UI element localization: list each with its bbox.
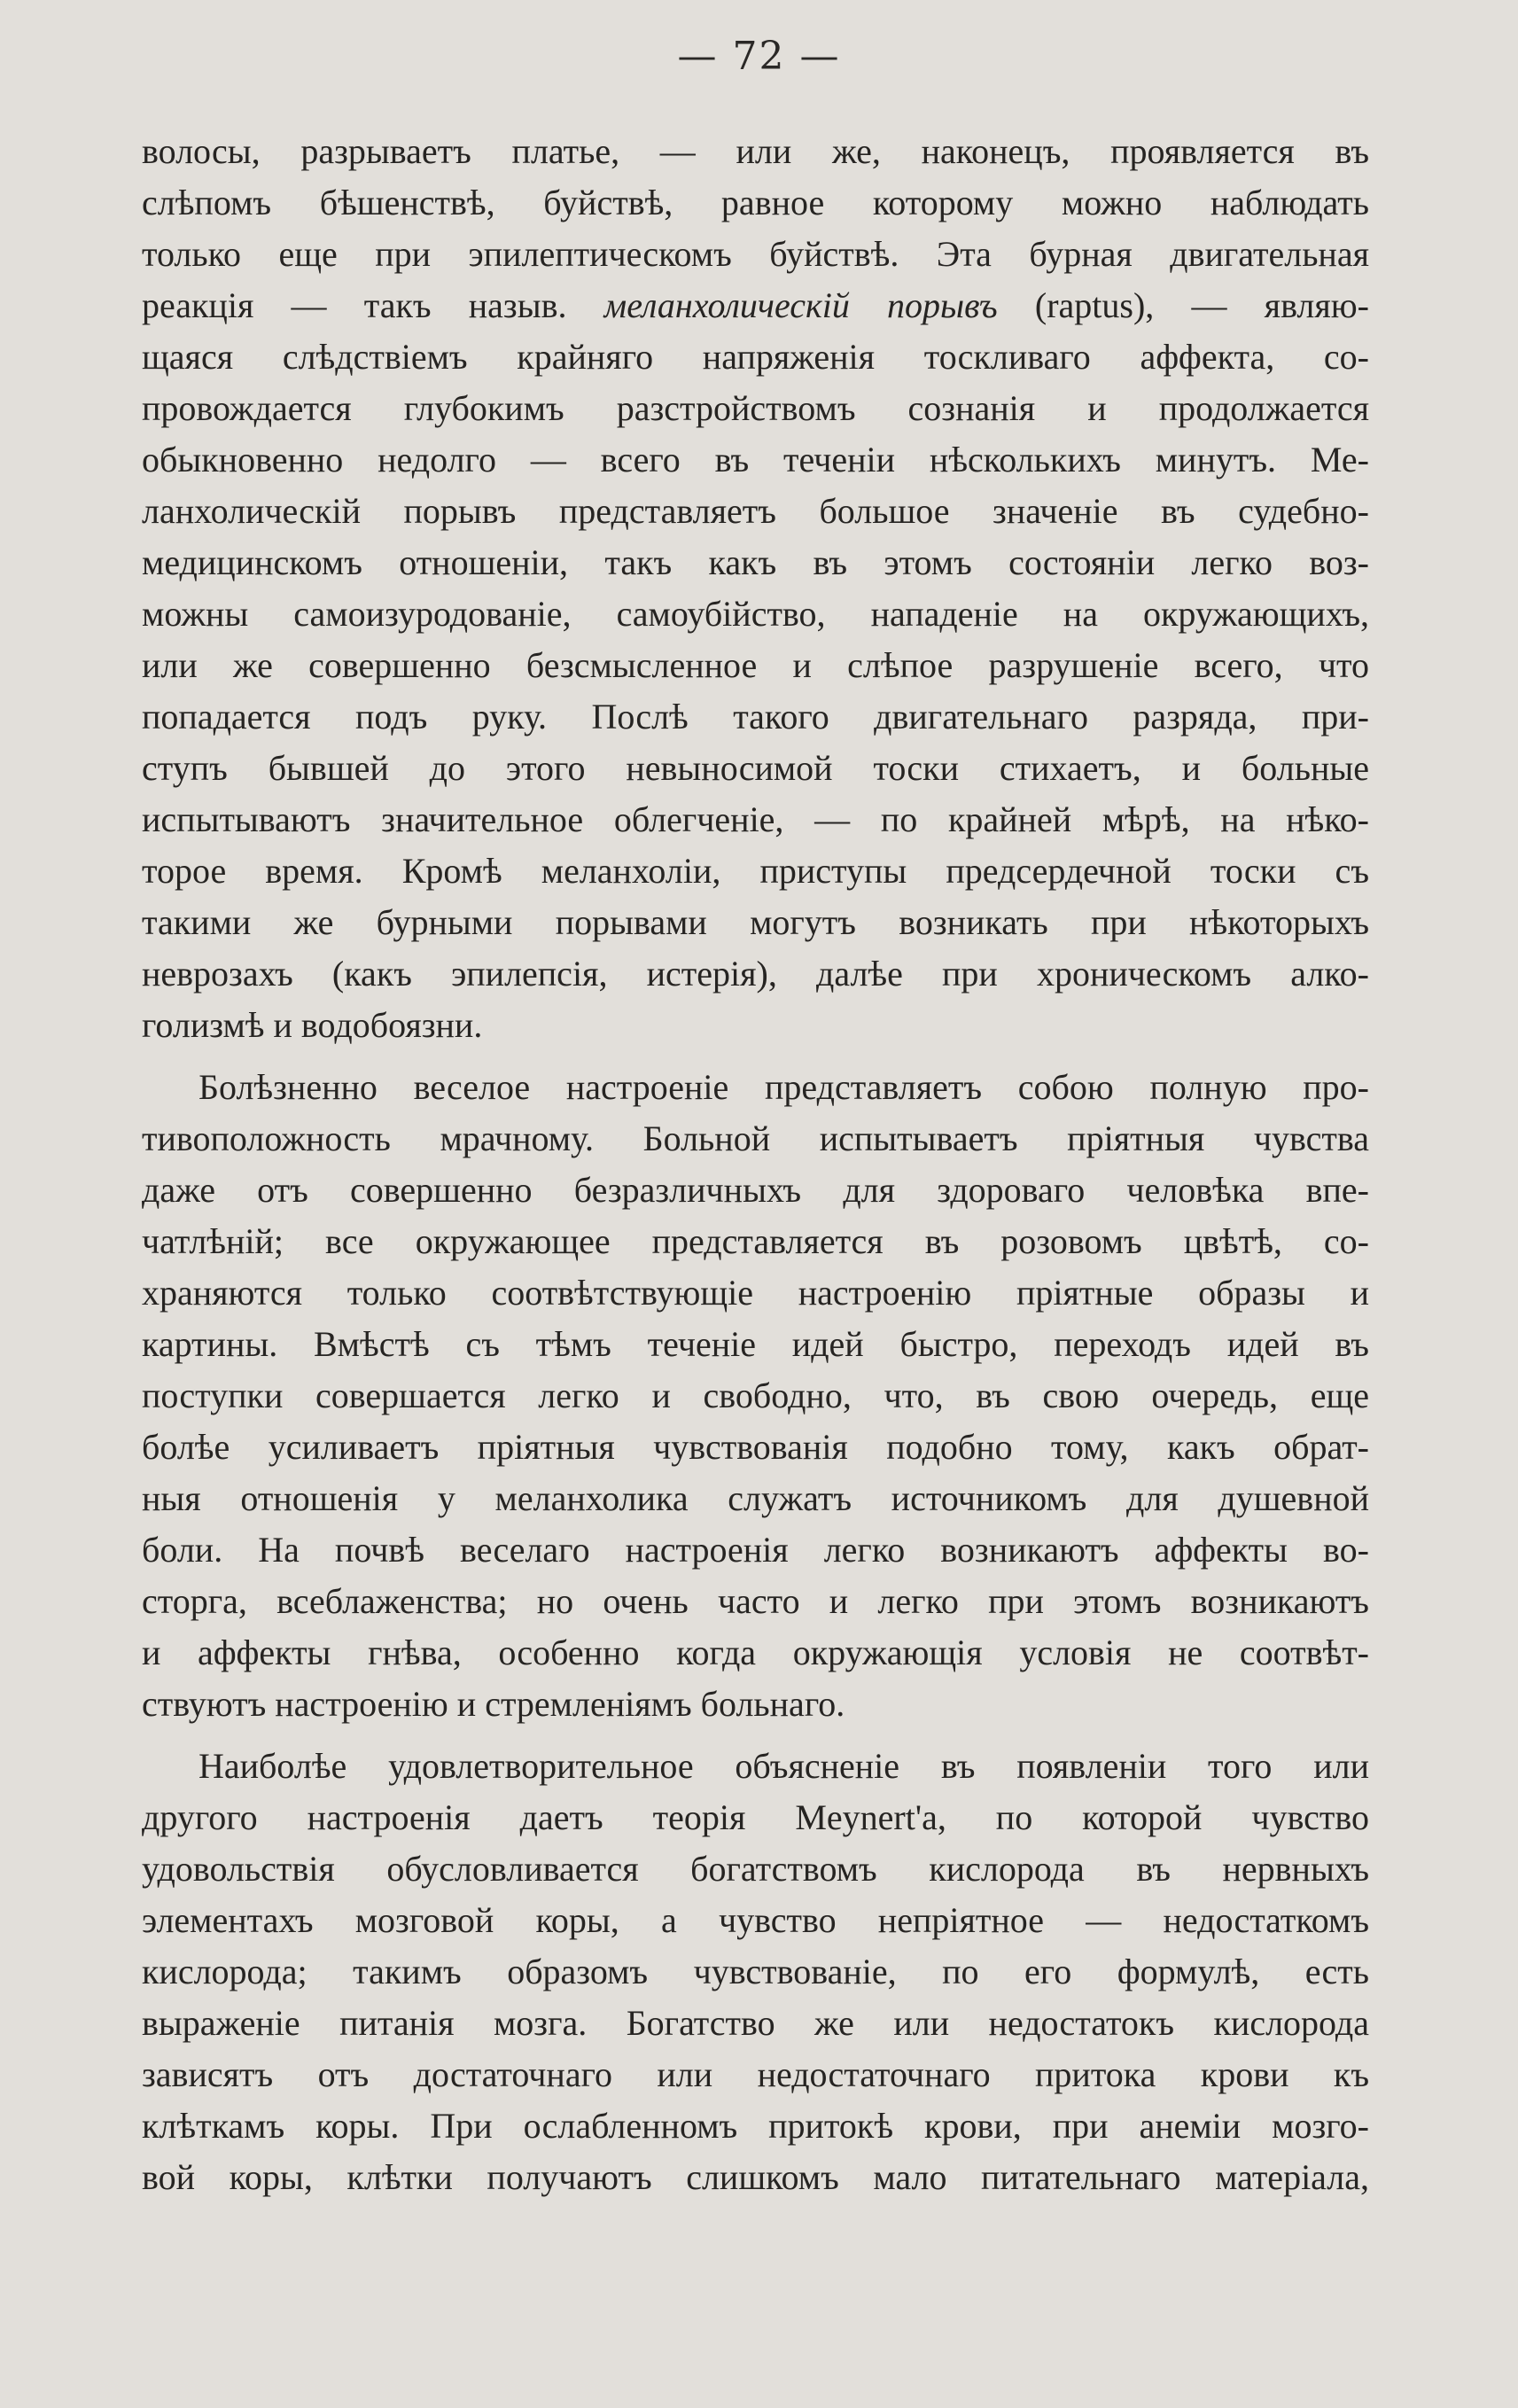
text-line: волосы, разрываетъ платье, — или же, наконецъ, проявляется въ xyxy=(142,131,1369,171)
text-line: сторга, всеблаженства; но очень часто и легко при этомъ возникаютъ xyxy=(142,1581,1369,1621)
text-line: поступки совершается легко и свободно, что, въ свою очередь, еще xyxy=(142,1375,1369,1415)
text-line: медицинскомъ отношеніи, такъ какъ въ этомъ состояніи легко воз- xyxy=(142,542,1369,582)
text-line: ныя отношенія у меланхолика служатъ источникомъ для душевной xyxy=(142,1478,1369,1518)
text-line: клѣткамъ коры. При ослабленномъ притокѣ крови, при анеміи мозго- xyxy=(142,2106,1369,2146)
text-line: ствуютъ настроенію и стремленіямъ больнаго. xyxy=(142,1684,845,1724)
text-line: только еще при эпилептическомъ буйствѣ. Эта бурная двигательная xyxy=(142,234,1369,274)
text-line: испытываютъ значительное облегченіе, — по крайней мѣрѣ, на нѣко- xyxy=(142,799,1369,839)
text-line: торое время. Кромѣ меланхоліи, приступы предсердечной тоски съ xyxy=(142,851,1369,891)
text-line: слѣпомъ бѣшенствѣ, буйствѣ, равное которому можно наблюдать xyxy=(142,183,1369,222)
text-line: элементахъ мозговой коры, а чувство непріятное — недостаткомъ xyxy=(142,1900,1369,1940)
text-line: обыкновенно недолго — всего въ теченіи нѣсколькихъ минутъ. Ме- xyxy=(142,440,1369,479)
text-fragment: (raptus), — являю- xyxy=(997,285,1369,325)
text-line: или же совершенно безсмысленное и слѣпое разрушеніе всего, что xyxy=(142,645,1369,685)
text-line: чатлѣній; все окружающее представляется въ розовомъ цвѣтѣ, со- xyxy=(142,1221,1369,1261)
italic-term: меланхолическій порывъ xyxy=(603,285,998,325)
page-number: — 72 — xyxy=(677,34,841,79)
text-line: кислорода; такимъ образомъ чувствованіе, по его формулѣ, есть xyxy=(142,1952,1369,1991)
text-line: такими же бурными порывами могутъ возникать при нѣкоторыхъ xyxy=(142,902,1369,942)
text-line: можны самоизуродованіе, самоубійство, нападеніе на окружающихъ, xyxy=(142,594,1369,634)
text-line-with-term xyxy=(142,280,1369,331)
text-line: даже отъ совершенно безразличныхъ для здороваго человѣка впе- xyxy=(142,1170,1369,1210)
text-line: неврозахъ (какъ эпилепсія, истерія), далѣе при хроническомъ алко- xyxy=(142,954,1369,994)
text-line: щаяся слѣдствіемъ крайняго напряженія тоскливаго аффекта, со- xyxy=(142,337,1369,377)
text-line: попадается подъ руку. Послѣ такого двигательнаго разряда, при- xyxy=(142,697,1369,736)
text-line: провождается глубокимъ разстройствомъ сознанія и продолжается xyxy=(142,388,1369,428)
paragraph-gap xyxy=(142,1730,1369,1741)
text-fragment: реакція — такъ назыв. xyxy=(142,285,604,325)
text-line: Болѣзненно веселое настроеніе представляетъ собою полную про- xyxy=(199,1067,1369,1107)
text-line: ланхолическій порывъ представляетъ большое значеніе въ судебно- xyxy=(142,491,1369,531)
text-line: боли. На почвѣ веселаго настроенія легко возникаютъ аффекты во- xyxy=(142,1530,1369,1570)
text-line: картины. Вмѣстѣ съ тѣмъ теченіе идей быстро, переходъ идей въ xyxy=(142,1324,1369,1364)
text-line: удовольствія обусловливается богатствомъ кислорода въ нервныхъ xyxy=(142,1849,1369,1889)
text-line: другого настроенія даетъ теорія Meynert'а, по которой чувство xyxy=(142,1797,1369,1837)
text-line: храняются только соотвѣтствующіе настроенію пріятные образы и xyxy=(142,1273,1369,1313)
text-line: зависятъ отъ достаточнаго или недостаточнаго притока крови къ xyxy=(142,2054,1369,2094)
text-line: голизмѣ и водобоязни. xyxy=(142,1005,483,1045)
text-line: болѣе усиливаетъ пріятныя чувствованія подобно тому, какъ обрат- xyxy=(142,1427,1369,1467)
text-line: тивоположность мрачному. Больной испытываетъ пріятныя чувства xyxy=(142,1118,1369,1158)
text-line: ступъ бывшей до этого невыносимой тоски стихаетъ, и больные xyxy=(142,748,1369,788)
text-line: выраженіе питанія мозга. Богатство же или недостатокъ кислорода xyxy=(142,2003,1369,2043)
text-line: Наиболѣе удовлетворительное объясненіе въ появленіи того или xyxy=(199,1746,1369,1786)
paragraph-gap xyxy=(142,1051,1369,1062)
text-line: вой коры, клѣтки получаютъ слишкомъ мало питательнаго матеріала, xyxy=(142,2157,1369,2197)
text-line: и аффекты гнѣва, особенно когда окружающія условія не соотвѣт- xyxy=(142,1633,1369,1672)
body-text xyxy=(142,126,1369,2203)
